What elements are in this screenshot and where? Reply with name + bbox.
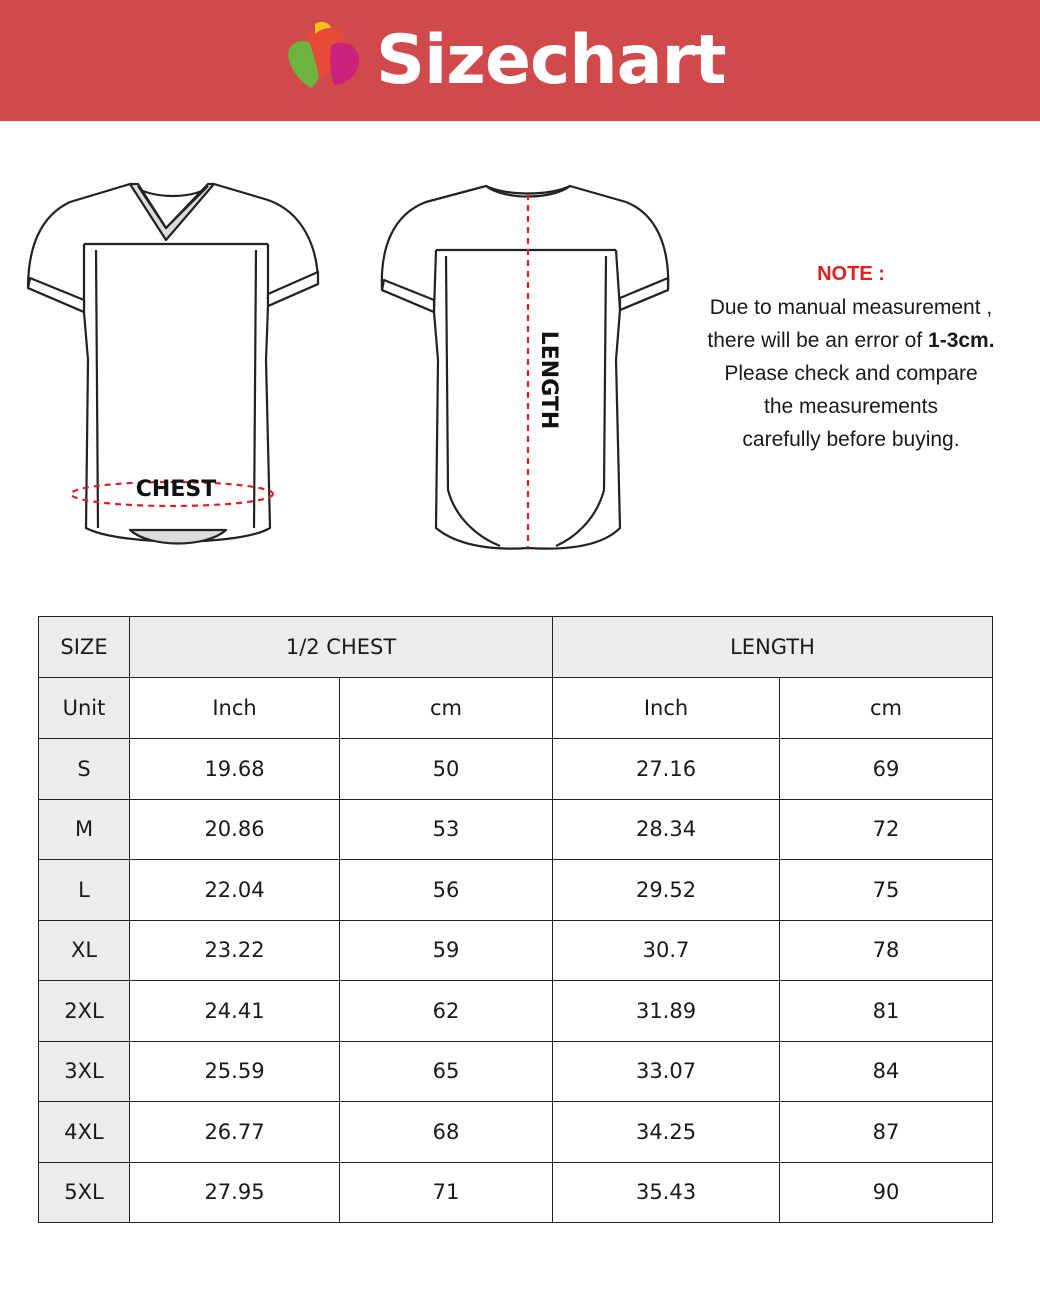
size-cell: L xyxy=(39,860,130,921)
unit-chest-cm: cm xyxy=(340,678,553,739)
length-inch-cell: 35.43 xyxy=(553,1162,780,1223)
chest-cm-cell: 53 xyxy=(340,799,553,860)
note-line-5: carefully before buying. xyxy=(742,428,960,451)
length-cm-cell: 90 xyxy=(780,1162,993,1223)
size-cell: 3XL xyxy=(39,1041,130,1102)
size-table xyxy=(38,616,993,1223)
table-row xyxy=(39,739,993,800)
unit-length-cm: cm xyxy=(780,678,993,739)
chest-cm-cell: 56 xyxy=(340,860,553,921)
length-inch-cell: 27.16 xyxy=(553,739,780,800)
size-cell: 4XL xyxy=(39,1102,130,1163)
table-row xyxy=(39,920,993,981)
table-row xyxy=(39,860,993,921)
header-size: SIZE xyxy=(39,617,130,678)
note-line-2 xyxy=(690,324,1012,357)
measurement-note xyxy=(690,258,1012,456)
length-inch-cell: 28.34 xyxy=(553,799,780,860)
note-error-range: 1-3cm. xyxy=(928,329,995,352)
note-line-1: Due to manual measurement , xyxy=(709,296,993,319)
length-inch-cell: 33.07 xyxy=(553,1041,780,1102)
table-row xyxy=(39,1102,993,1163)
size-cell: M xyxy=(39,799,130,860)
unit-length-inch: Inch xyxy=(553,678,780,739)
header-chest: 1/2 CHEST xyxy=(130,617,553,678)
size-cell: 2XL xyxy=(39,981,130,1042)
size-cell: 5XL xyxy=(39,1162,130,1223)
size-cell: S xyxy=(39,739,130,800)
chest-inch-cell: 23.22 xyxy=(130,920,340,981)
length-label: LENGTH xyxy=(536,330,561,430)
chest-cm-cell: 68 xyxy=(340,1102,553,1163)
back-jersey-illustration xyxy=(382,186,668,549)
chest-inch-cell: 22.04 xyxy=(130,860,340,921)
chest-inch-cell: 24.41 xyxy=(130,981,340,1042)
unit-chest-inch: Inch xyxy=(130,678,340,739)
length-inch-cell: 30.7 xyxy=(553,920,780,981)
chest-inch-cell: 20.86 xyxy=(130,799,340,860)
length-cm-cell: 81 xyxy=(780,981,993,1042)
length-cm-cell: 75 xyxy=(780,860,993,921)
length-inch-cell: 31.89 xyxy=(553,981,780,1042)
header-bar xyxy=(0,0,1040,121)
chest-cm-cell: 59 xyxy=(340,920,553,981)
tri-color-heart-logo-icon xyxy=(283,20,365,90)
table-row xyxy=(39,1162,993,1223)
chest-label: CHEST xyxy=(135,477,217,502)
note-line-3: Please check and compare xyxy=(724,362,978,385)
table-row xyxy=(39,1041,993,1102)
length-inch-cell: 34.25 xyxy=(553,1102,780,1163)
unit-label: Unit xyxy=(39,678,130,739)
table-unit-row xyxy=(39,678,993,739)
chest-inch-cell: 26.77 xyxy=(130,1102,340,1163)
length-cm-cell: 72 xyxy=(780,799,993,860)
chest-cm-cell: 62 xyxy=(340,981,553,1042)
length-inch-cell: 29.52 xyxy=(553,860,780,921)
note-title: NOTE : xyxy=(817,263,885,285)
header-length: LENGTH xyxy=(553,617,993,678)
length-cm-cell: 78 xyxy=(780,920,993,981)
chest-inch-cell: 25.59 xyxy=(130,1041,340,1102)
chest-cm-cell: 65 xyxy=(340,1041,553,1102)
size-cell: XL xyxy=(39,920,130,981)
length-cm-cell: 84 xyxy=(780,1041,993,1102)
length-cm-cell: 69 xyxy=(780,739,993,800)
table-header-row xyxy=(39,617,993,678)
length-cm-cell: 87 xyxy=(780,1102,993,1163)
chest-inch-cell: 27.95 xyxy=(130,1162,340,1223)
note-line-2-prefix: there will be an error of xyxy=(707,329,929,352)
chest-cm-cell: 71 xyxy=(340,1162,553,1223)
note-line-4: the measurements xyxy=(764,395,938,418)
chest-cm-cell: 50 xyxy=(340,739,553,800)
table-row xyxy=(39,981,993,1042)
chest-inch-cell: 19.68 xyxy=(130,739,340,800)
table-row xyxy=(39,799,993,860)
brand-title: Sizechart xyxy=(376,21,726,100)
